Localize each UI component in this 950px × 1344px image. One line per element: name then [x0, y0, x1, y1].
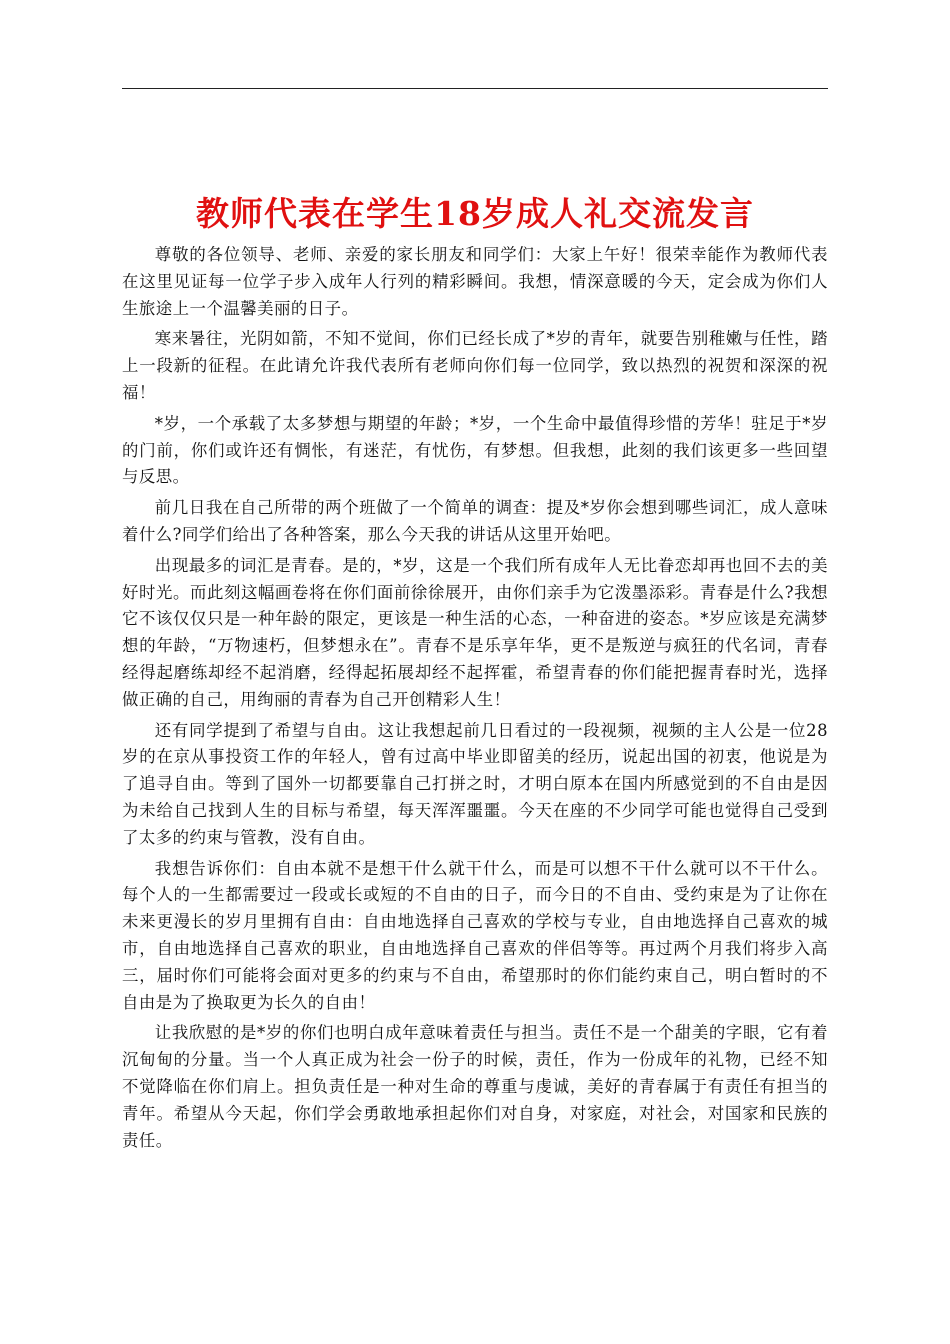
- paragraph-3: *岁，一个承载了太多梦想与期望的年龄；*岁，一个生命中最值得珍惜的芳华！驻足于*岁的门前，你们或许还有惆怅，有迷茫，有忧伤，有梦想。但我想，此刻的我们该更多一些回望与反思。: [122, 413, 828, 487]
- paragraph-4: 前几日我在自己所带的两个班做了一个简单的调查：提及*岁你会想到哪些词汇，成人意味着什么?同学们给出了各种答案，那么今天我的讲话从这里开始吧。: [122, 498, 828, 544]
- paragraph-5: 出现最多的词汇是青春。是的，*岁，这是一个我们所有成年人无比眷恋却再也回不去的美好时光。而此刻这幅画卷将在你们面前徐徐展开，由你们亲手为它泼墨添彩。青春是什么?我想它不该仅仅只是一种年龄的限定，更该是一种生活的心态，一种奋进的姿态。*岁应该是充满梦想的年龄，“万物速朽，但梦想永在”。青春不是乐享年华，更不是叛逆与疯狂的代名词，青春经得起磨练却经不起消磨，经得起拓展却经不起挥霍，希望青春的你们能把握青春时光，选择做正确的自己，用绚丽的青春为自己开创精彩人生！: [122, 555, 828, 709]
- paragraph-8: 让我欣慰的是*岁的你们也明白成年意味着责任与担当。责任不是一个甜美的字眼，它有着沉甸甸的分量。当一个人真正成为社会一份子的时候，责任，作为一份成年的礼物，已经不知不觉降临在你们肩上。担负责任是一种对生命的尊重与虔诚，美好的青春属于有责任有担当的青年。希望从今天起，你们学会勇敢地承担起你们对自身，对家庭，对社会，对国家和民族的责任。: [122, 1023, 828, 1150]
- paragraph-7: 我想告诉你们：自由本就不是想干什么就干什么，而是可以想不干什么就可以不干什么。每个人的一生都需要过一段或长或短的不自由的日子，而今日的不自由、受约束是为了让你在未来更漫长的岁月里拥有自由：自由地选择自己喜欢的学校与专业，自由地选择自己喜欢的城市，自由地选择自己喜欢的职业，自由地选择自己喜欢的伴侣等等。再过两个月我们将步入高三，届时你们可能将会面对更多的约束与不自由，希望那时的你们能约束自己，明白暂时的不自由是为了换取更为长久的自由！: [122, 858, 828, 1012]
- paragraph-6: 还有同学提到了希望与自由。这让我想起前几日看过的一段视频，视频的主人公是一位28岁的在京从事投资工作的年轻人，曾有过高中毕业即留美的经历，说起出国的初衷，他说是为了追寻自由。等到了国外一切都要靠自己打拼之时，才明白原本在国内所感觉到的不自由是因为未给自己找到人生的目标与希望，每天浑浑噩噩。今天在座的不少同学可能也觉得自己受到了太多的约束与管教，没有自由。: [122, 720, 828, 847]
- document-body: [122, 242, 828, 1158]
- paragraph-2: 寒来暑往，光阴如箭，不知不觉间，你们已经长成了*岁的青年，就要告别稚嫩与任性，踏上一段新的征程。在此请允许我代表所有老师向你们每一位同学，致以热烈的祝贺和深深的祝福！: [122, 329, 828, 402]
- header-rule: [122, 88, 828, 89]
- document-title: 教师代表在学生18岁成人礼交流发言: [196, 194, 754, 233]
- paragraph-1: 尊敬的各位领导、老师、亲爱的家长朋友和同学们：大家上午好！很荣幸能作为教师代表在这里见证每一位学子步入成年人行列的精彩瞬间。我想，情深意暖的今天，定会成为你们人生旅途上一个温馨美丽的日子。: [122, 245, 828, 318]
